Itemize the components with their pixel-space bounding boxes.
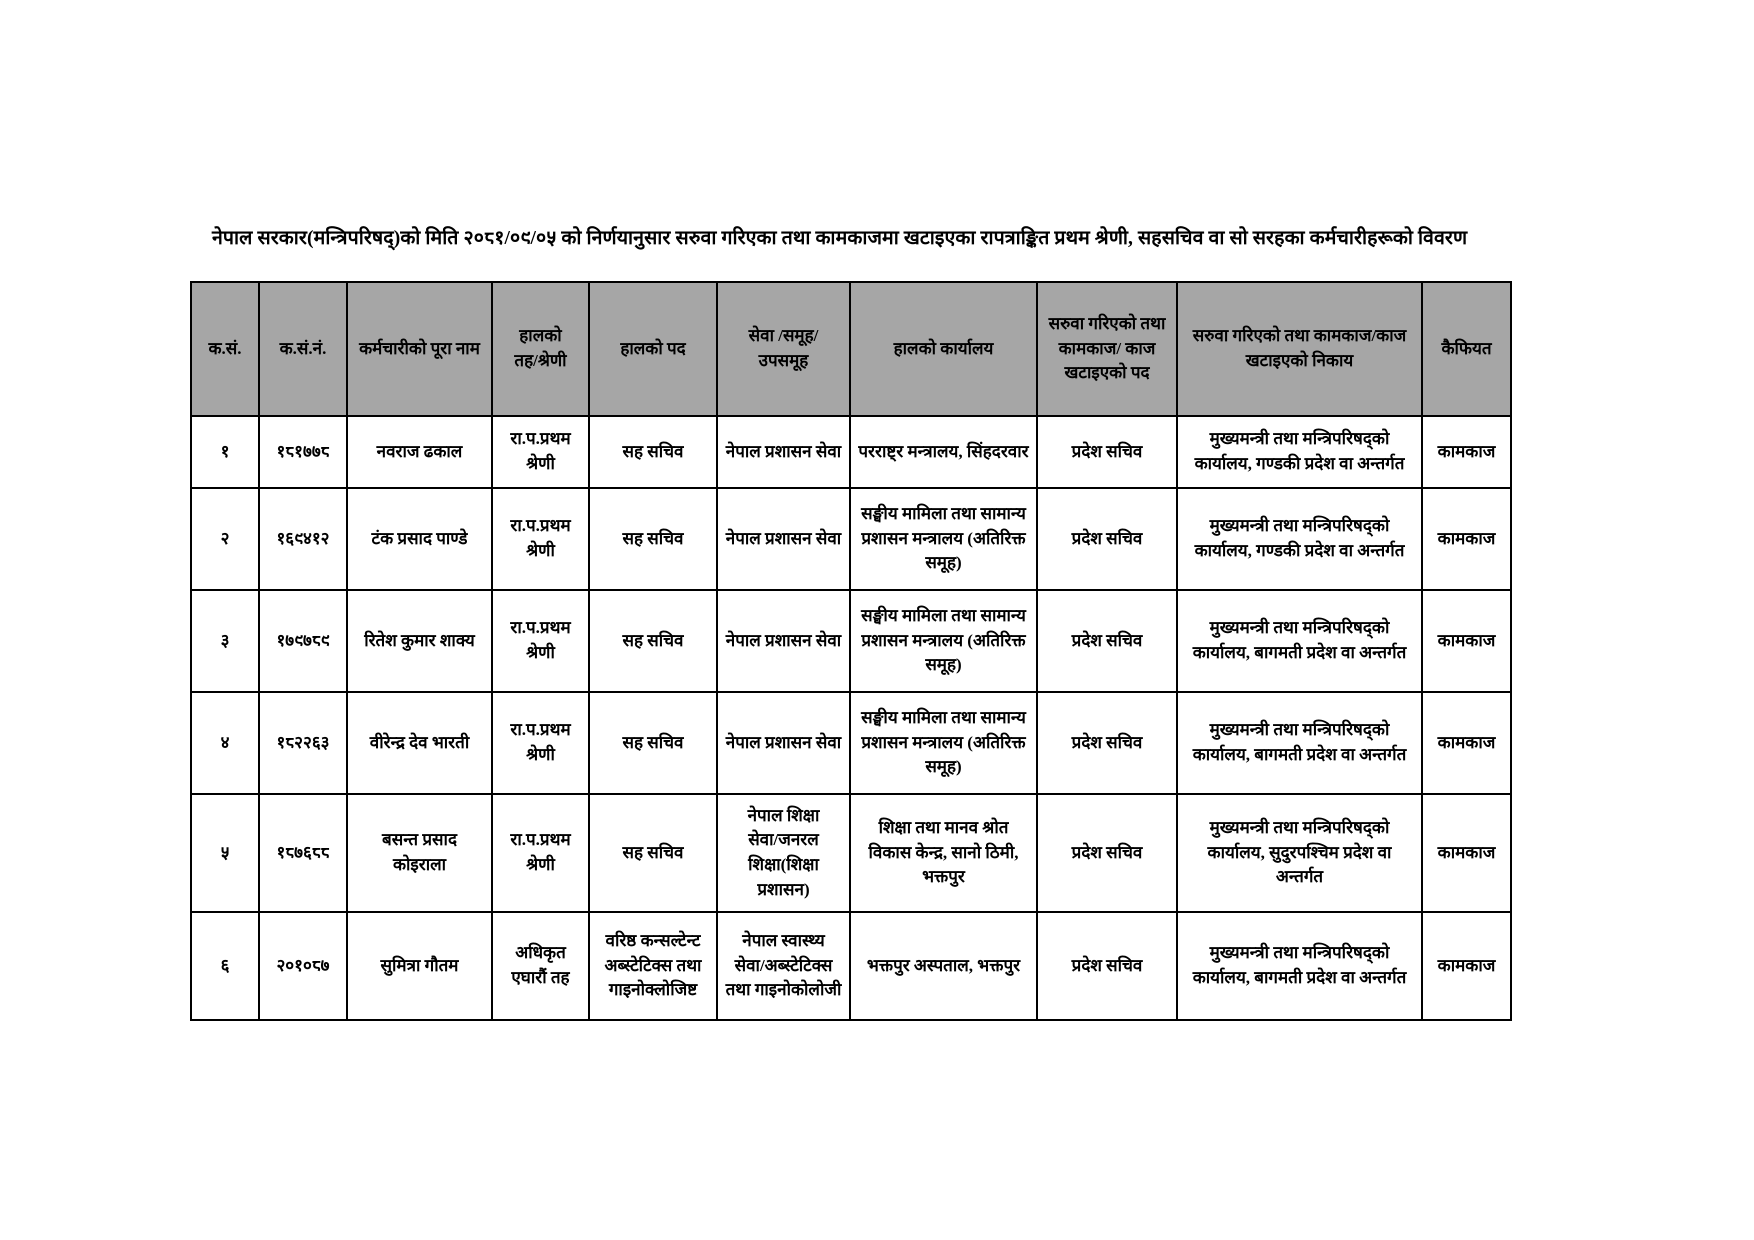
cell-text-line1: नेपाल शिक्षा bbox=[747, 805, 820, 825]
cell-full-name bbox=[347, 912, 492, 1020]
cell-text-line2: कार्यालय, गण्डकी प्रदेश वा अन्तर्गत bbox=[1194, 454, 1405, 473]
cell-employee-number bbox=[259, 488, 347, 590]
cell-text-line2: एघारौं तह bbox=[511, 968, 570, 987]
cell-text-line1: अधिकृत bbox=[515, 943, 566, 963]
header-text: क.सं. bbox=[208, 338, 242, 358]
cell-text-line1: रा.प.प्रथम bbox=[510, 429, 571, 449]
cell-new-body bbox=[1177, 692, 1422, 794]
cell-employee-number bbox=[259, 912, 347, 1020]
cell-text: सह सचिव bbox=[622, 732, 684, 752]
cell-text: ५ bbox=[220, 842, 230, 862]
cell-new-body bbox=[1177, 416, 1422, 488]
cell-text: १६९४१२ bbox=[276, 528, 330, 548]
cell-new-post bbox=[1037, 794, 1177, 912]
cell-text-line1: बसन्त प्रसाद bbox=[382, 830, 457, 850]
transfer-table bbox=[190, 281, 1512, 1021]
table-row bbox=[191, 416, 1511, 488]
header-text-line1: हालको bbox=[519, 326, 562, 346]
cell-serial-number bbox=[191, 794, 259, 912]
table-header bbox=[191, 282, 1511, 416]
cell-text-line3: समूह) bbox=[925, 655, 962, 675]
header-text-line2: उपसमूह bbox=[758, 351, 809, 370]
cell-text: कामकाज bbox=[1437, 528, 1496, 548]
cell-new-post bbox=[1037, 692, 1177, 794]
cell-employee-number bbox=[259, 590, 347, 692]
cell-text: १८१७७८ bbox=[276, 441, 330, 461]
cell-current-post bbox=[589, 488, 717, 590]
cell-current-level bbox=[492, 912, 589, 1020]
cell-text-line1: शिक्षा तथा मानव श्रोत bbox=[878, 818, 1009, 838]
cell-text-line1: मुख्यमन्त्री तथा मन्त्रिपरिषद्को bbox=[1209, 516, 1390, 536]
cell-text: कामकाज bbox=[1437, 955, 1496, 975]
cell-current-level bbox=[492, 416, 589, 488]
cell-service-group bbox=[717, 794, 850, 912]
cell-text-line2: कार्यालय, गण्डकी प्रदेश वा अन्तर्गत bbox=[1194, 541, 1405, 560]
column-header-full-name bbox=[347, 282, 492, 416]
column-header-service-group bbox=[717, 282, 850, 416]
column-header-new-post bbox=[1037, 282, 1177, 416]
cell-service-group bbox=[717, 912, 850, 1020]
table-row bbox=[191, 488, 1511, 590]
cell-text-line1: सङ्घीय मामिला तथा सामान्य bbox=[861, 606, 1026, 626]
cell-current-office bbox=[850, 488, 1037, 590]
cell-remarks bbox=[1422, 416, 1511, 488]
cell-text-line1: नेपाल प्रशासन सेवा bbox=[725, 441, 842, 461]
cell-text: प्रदेश सचिव bbox=[1071, 732, 1143, 752]
cell-text-line1: रा.प.प्रथम bbox=[510, 618, 571, 638]
cell-employee-number bbox=[259, 692, 347, 794]
column-header-current-office bbox=[850, 282, 1037, 416]
cell-remarks bbox=[1422, 488, 1511, 590]
cell-text: ६ bbox=[220, 955, 230, 975]
cell-text-line3: गाइनोक्लोजिष्ट bbox=[608, 980, 698, 1000]
cell-text-line1: नेपाल स्वास्थ्य bbox=[742, 931, 825, 951]
cell-current-office bbox=[850, 692, 1037, 794]
cell-text: रितेश कुमार शाक्य bbox=[364, 630, 475, 650]
cell-text-line2: श्रेणी bbox=[526, 454, 555, 473]
cell-text-line1: मुख्यमन्त्री तथा मन्त्रिपरिषद्को bbox=[1209, 943, 1390, 963]
cell-current-level bbox=[492, 488, 589, 590]
cell-text: १ bbox=[220, 441, 230, 461]
cell-text-line2: सेवा/अब्स्टेटिक्स bbox=[734, 955, 833, 975]
cell-new-post bbox=[1037, 488, 1177, 590]
cell-text-line1: रा.प.प्रथम bbox=[510, 830, 571, 850]
cell-current-post bbox=[589, 692, 717, 794]
cell-service-group bbox=[717, 692, 850, 794]
table-header-row bbox=[191, 282, 1511, 416]
cell-remarks bbox=[1422, 590, 1511, 692]
cell-text-line2: श्रेणी bbox=[526, 643, 555, 662]
cell-text: सुमित्रा गौतम bbox=[380, 955, 459, 975]
header-text: हालको कार्यालय bbox=[893, 338, 994, 358]
cell-text: वीरेन्द्र देव भारती bbox=[369, 732, 470, 752]
cell-full-name bbox=[347, 794, 492, 912]
header-text-line2: खटाइएको निकाय bbox=[1245, 351, 1354, 370]
cell-new-body bbox=[1177, 488, 1422, 590]
cell-service-group bbox=[717, 590, 850, 692]
header-text-line3: खटाइएको पद bbox=[1064, 363, 1150, 383]
cell-full-name bbox=[347, 416, 492, 488]
cell-text-line2: श्रेणी bbox=[526, 855, 555, 874]
cell-current-post bbox=[589, 416, 717, 488]
cell-text-line1: सङ्घीय मामिला तथा सामान्य bbox=[861, 708, 1026, 728]
cell-text: कामकाज bbox=[1437, 732, 1496, 752]
cell-text: प्रदेश सचिव bbox=[1071, 842, 1143, 862]
cell-text: प्रदेश सचिव bbox=[1071, 955, 1143, 975]
cell-text-line2: प्रशासन मन्त्रालय (अतिरिक्त bbox=[861, 528, 1026, 548]
cell-text-line1: मुख्यमन्त्री तथा मन्त्रिपरिषद्को bbox=[1209, 429, 1390, 449]
cell-text: कामकाज bbox=[1437, 630, 1496, 650]
cell-text-line2: कार्यालय, बागमती प्रदेश वा अन्तर्गत bbox=[1192, 643, 1407, 662]
cell-text: १७९७८९ bbox=[276, 630, 330, 650]
cell-new-body bbox=[1177, 794, 1422, 912]
cell-text-line2: अब्स्टेटिक्स तथा bbox=[604, 955, 702, 975]
cell-serial-number bbox=[191, 488, 259, 590]
cell-text: १८२२६३ bbox=[276, 732, 330, 752]
cell-text: कामकाज bbox=[1437, 441, 1496, 461]
cell-full-name bbox=[347, 692, 492, 794]
cell-text-line2: प्रशासन मन्त्रालय (अतिरिक्त bbox=[861, 732, 1026, 752]
cell-text: २ bbox=[220, 528, 230, 548]
cell-text-line2: कार्यालय, बागमती प्रदेश वा अन्तर्गत bbox=[1192, 968, 1407, 987]
header-text-line2: कामकाज/ काज bbox=[1058, 338, 1156, 358]
cell-remarks bbox=[1422, 912, 1511, 1020]
cell-service-group bbox=[717, 416, 850, 488]
cell-text-line3: भक्तपुर bbox=[922, 867, 965, 887]
cell-text-line2: कार्यालय, सुदुरपश्चिम प्रदेश वा अन्तर्गत bbox=[1207, 842, 1392, 887]
cell-text-line1: मुख्यमन्त्री तथा मन्त्रिपरिषद्को bbox=[1209, 618, 1390, 638]
cell-new-post bbox=[1037, 416, 1177, 488]
cell-text-line2: कोइराला bbox=[392, 855, 447, 874]
cell-text: प्रदेश सचिव bbox=[1071, 528, 1143, 548]
header-text: कैफियत bbox=[1441, 338, 1492, 358]
header-text: क.सं.नं. bbox=[279, 338, 327, 358]
header-text-line1: सरुवा गरिएको तथा कामकाज/काज bbox=[1192, 326, 1407, 346]
header-text-line1: सेवा /समूह/ bbox=[748, 326, 819, 346]
cell-current-office bbox=[850, 794, 1037, 912]
header-text-line1: सरुवा गरिएको तथा bbox=[1048, 314, 1166, 334]
cell-text: प्रदेश सचिव bbox=[1071, 630, 1143, 650]
column-header-serial-number bbox=[191, 282, 259, 416]
cell-text: नवराज ढकाल bbox=[376, 441, 463, 461]
table-row bbox=[191, 794, 1511, 912]
cell-text-line1: रा.प.प्रथम bbox=[510, 516, 571, 536]
cell-text-line2: सेवा/जनरल bbox=[748, 830, 819, 850]
cell-current-office bbox=[850, 912, 1037, 1020]
table-body bbox=[191, 416, 1511, 1020]
cell-text: प्रदेश सचिव bbox=[1071, 441, 1143, 461]
cell-text: टंक प्रसाद पाण्डे bbox=[371, 528, 468, 548]
cell-new-post bbox=[1037, 590, 1177, 692]
cell-text: २०१०८७ bbox=[276, 955, 330, 975]
cell-text-line1: मुख्यमन्त्री तथा मन्त्रिपरिषद्को bbox=[1209, 720, 1390, 740]
cell-text-line2: श्रेणी bbox=[526, 745, 555, 764]
cell-new-body bbox=[1177, 590, 1422, 692]
cell-text-line1: सङ्घीय मामिला तथा सामान्य bbox=[861, 504, 1026, 524]
cell-current-post bbox=[589, 912, 717, 1020]
transfer-table-container bbox=[190, 281, 1510, 1021]
cell-text-line1: भक्तपुर अस्पताल, भक्तपुर bbox=[866, 955, 1021, 975]
cell-text-line1: वरिष्ठ कन्सल्टेन्ट bbox=[605, 931, 701, 951]
cell-full-name bbox=[347, 488, 492, 590]
header-text: हालको पद bbox=[620, 338, 686, 358]
page-title: नेपाल सरकार(मन्त्रिपरिषद्)को मिति २०८१/०९/०५ को निर्णयानुसार सरुवा गरिएका तथा कामकाजमा खटाइएका रापत्राङ्कित प्रथम श्रेणी, सहसचिव वा सो सरहका कर्मचारीहरूको विवरण bbox=[212, 228, 1468, 249]
cell-text: सह सचिव bbox=[622, 441, 684, 461]
cell-text-line1: परराष्ट्र मन्त्रालय, सिंहदरवार bbox=[858, 441, 1029, 461]
table-row bbox=[191, 912, 1511, 1020]
column-header-remarks bbox=[1422, 282, 1511, 416]
cell-text: ३ bbox=[220, 630, 230, 650]
table-row bbox=[191, 692, 1511, 794]
cell-text-line3: शिक्षा(शिक्षा प्रशासन) bbox=[748, 855, 819, 899]
cell-new-body bbox=[1177, 912, 1422, 1020]
header-text: कर्मचारीको पूरा नाम bbox=[359, 338, 480, 358]
cell-full-name bbox=[347, 590, 492, 692]
cell-text: १८७६८८ bbox=[276, 842, 330, 862]
cell-current-post bbox=[589, 590, 717, 692]
column-header-new-body bbox=[1177, 282, 1422, 416]
cell-current-level bbox=[492, 590, 589, 692]
cell-text-line2: प्रशासन मन्त्रालय (अतिरिक्त bbox=[861, 630, 1026, 650]
column-header-current-level bbox=[492, 282, 589, 416]
cell-text-line2: विकास केन्द्र, सानो ठिमी, bbox=[868, 842, 1019, 862]
cell-current-level bbox=[492, 692, 589, 794]
cell-serial-number bbox=[191, 590, 259, 692]
cell-new-post bbox=[1037, 912, 1177, 1020]
table-row bbox=[191, 590, 1511, 692]
cell-text-line1: रा.प.प्रथम bbox=[510, 720, 571, 740]
cell-text: सह सचिव bbox=[622, 630, 684, 650]
cell-text: सह सचिव bbox=[622, 842, 684, 862]
cell-remarks bbox=[1422, 692, 1511, 794]
cell-text: सह सचिव bbox=[622, 528, 684, 548]
cell-serial-number bbox=[191, 912, 259, 1020]
cell-text-line3: तथा गाइनोकोलोजी bbox=[725, 980, 842, 1000]
cell-current-post bbox=[589, 794, 717, 912]
cell-text-line1: नेपाल प्रशासन सेवा bbox=[725, 528, 842, 548]
cell-current-level bbox=[492, 794, 589, 912]
column-header-current-post bbox=[589, 282, 717, 416]
cell-employee-number bbox=[259, 416, 347, 488]
header-text-line2: तह/श्रेणी bbox=[514, 351, 567, 370]
cell-text-line3: समूह) bbox=[925, 553, 962, 573]
cell-serial-number bbox=[191, 692, 259, 794]
cell-text: ४ bbox=[220, 732, 230, 752]
cell-text-line3: समूह) bbox=[925, 757, 962, 777]
cell-service-group bbox=[717, 488, 850, 590]
cell-text-line2: कार्यालय, बागमती प्रदेश वा अन्तर्गत bbox=[1192, 745, 1407, 764]
cell-text-line2: श्रेणी bbox=[526, 541, 555, 560]
cell-current-office bbox=[850, 590, 1037, 692]
cell-text-line1: मुख्यमन्त्री तथा मन्त्रिपरिषद्को bbox=[1209, 818, 1390, 838]
cell-remarks bbox=[1422, 794, 1511, 912]
cell-serial-number bbox=[191, 416, 259, 488]
cell-text-line1: नेपाल प्रशासन सेवा bbox=[725, 732, 842, 752]
cell-text-line1: नेपाल प्रशासन सेवा bbox=[725, 630, 842, 650]
column-header-employee-number bbox=[259, 282, 347, 416]
cell-text: कामकाज bbox=[1437, 842, 1496, 862]
cell-current-office bbox=[850, 416, 1037, 488]
cell-employee-number bbox=[259, 794, 347, 912]
